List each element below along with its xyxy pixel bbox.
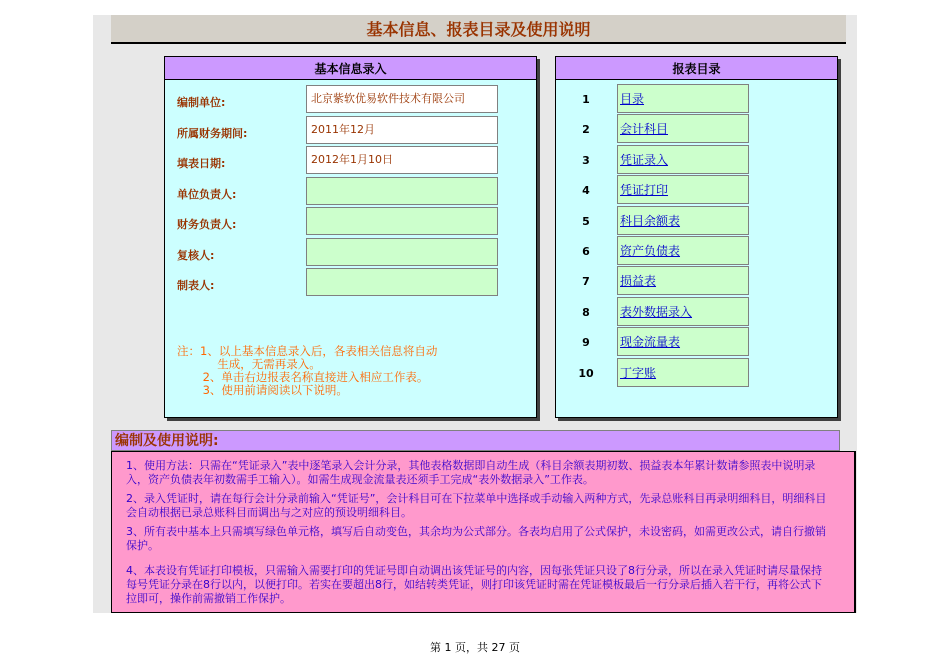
info-value-field[interactable]: 北京紫软优易软件技术有限公司 [306,85,498,113]
basic-info-heading: 基本信息录入 [165,57,536,80]
report-toc-panel [555,56,838,418]
toc-row [556,145,837,175]
info-label: 制表人: [177,279,215,292]
toc-number: 8 [582,305,590,319]
info-label: 复核人: [177,248,215,262]
info-label: 填表日期: [177,157,226,170]
instructions-heading: 编制及使用说明: [111,430,840,451]
toc-link[interactable]: 科目余额表 [617,206,749,235]
info-value-field[interactable] [306,177,498,205]
toc-row [556,175,837,205]
toc-link[interactable]: 现金流量表 [617,327,749,356]
basic-info-panel [164,56,537,418]
info-value-field[interactable] [306,207,498,235]
report-toc-heading: 报表目录 [556,57,837,80]
info-row [165,177,536,207]
toc-number: 2 [582,123,590,137]
instruction-paragraph: 4、本表设有凭证打印模板，只需输入需要打印的凭证号即自动调出该凭证号的内容，因每张凭证只设了8行分录，所以在录入凭证时请尽量保持每号凭证分录在8行以内，以便打印。若实在要超出8行，如结转类凭证，则打印该凭证时需在凭证模板最后一行分录后插入若干行，再将公式下拉即可，操作前需撤销工作保护。 [126,564,822,605]
info-label: 编制单位: [177,96,226,109]
toc-number: 6 [582,245,590,258]
toc-row [556,266,837,296]
toc-row [556,358,837,388]
info-row [165,85,536,115]
page-footer: 第 1 页，共 27 页 [430,641,520,654]
toc-number: 4 [582,184,590,198]
toc-row [556,297,837,327]
info-value-field[interactable] [306,268,498,296]
toc-link[interactable]: 表外数据录入 [617,297,749,326]
info-note: 注：1、以上基本信息录入后，各表相关信息将自动 生成，无需再录入。 2、单击右边报表名称直接进入相应工作表。 3、使用前请阅读以下说明。 [177,344,438,397]
info-row [165,238,536,268]
info-label: 财务负责人: [177,218,237,231]
toc-number: 10 [578,366,594,380]
info-value-field[interactable] [306,238,498,266]
instruction-paragraph: 2、录入凭证时，请在每行会计分录前输入“凭证号”，会计科目可在下拉菜单中选择或手动输入两种方式，先录总账科目再录明细科目，明细科目会自动根据已录总账科目而调出与之对应的预设明细科目。 [126,492,827,519]
toc-number: 5 [582,214,590,228]
page-title: 基本信息、报表目录及使用说明 [111,15,846,44]
info-row [165,207,536,237]
toc-row [556,84,837,114]
toc-link[interactable]: 损益表 [617,266,749,295]
info-value-field[interactable]: 2011年12月 [306,116,498,144]
toc-row [556,114,837,144]
toc-link[interactable]: 会计科目 [617,114,749,143]
info-row [165,116,536,146]
toc-number: 1 [582,93,590,106]
info-row [165,146,536,176]
instruction-paragraph: 1、使用方法：只需在“凭证录入”表中逐笔录入会计分录，其他表格数据即自动生成（科目余额表期初数、损益表本年累计数请参照表中说明录入，资产负债表年初数需手工输入）。如需生成现金流量表还须手工完成“表外数据录入”工作表。 [126,459,816,486]
instructions-body [111,451,856,613]
toc-link[interactable]: 丁字账 [617,358,749,387]
info-value-field[interactable]: 2012年1月10日 [306,146,498,174]
toc-link[interactable]: 目录 [617,84,749,113]
toc-number: 3 [582,153,590,167]
toc-row [556,327,837,357]
info-row [165,268,536,298]
toc-row [556,236,837,266]
toc-link[interactable]: 凭证录入 [617,145,749,174]
toc-row [556,206,837,236]
toc-number: 7 [582,275,590,289]
info-label: 所属财务期间: [177,126,248,140]
instruction-paragraph: 3、所有表中基本上只需填写绿色单元格，填写后自动变色，其余均为公式部分。各表均启用了公式保护，未设密码，如需更改公式，请自行撤销保护。 [126,525,826,552]
toc-number: 9 [582,336,590,350]
toc-link[interactable]: 资产负债表 [617,236,749,265]
info-label: 单位负责人: [177,187,237,201]
toc-link[interactable]: 凭证打印 [617,175,749,204]
